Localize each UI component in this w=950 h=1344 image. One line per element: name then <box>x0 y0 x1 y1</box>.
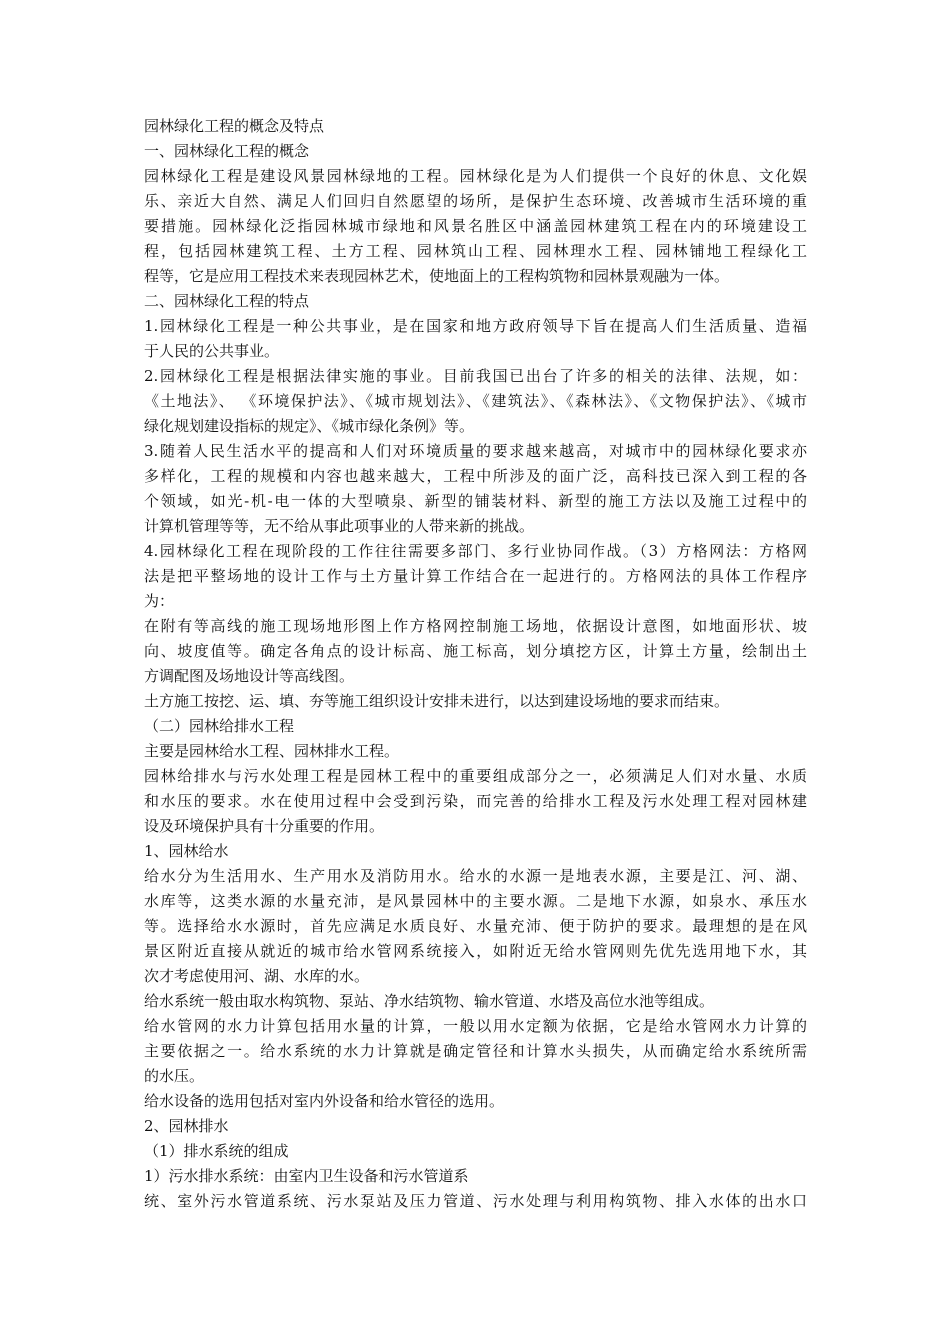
text-line: 为： <box>144 592 175 610</box>
text-line: 程等，它是应用工程技术来表现园林艺术，使地面上的工程构筑物和园林景观融为一体。 <box>144 267 730 285</box>
text-line: 土方施工按挖、运、填、夯等施工组织设计安排未进行，以达到建设场地的要求而结束。 <box>144 692 730 710</box>
text-line: 和水压的要求。水在使用过程中会受到污染，而完善的给排水工程及污水处理工程对园林建 <box>144 792 807 810</box>
text-line: 园林给排水与污水处理工程是园林工程中的重要组成部分之一，必须满足人们对水量、水质 <box>144 767 807 785</box>
text-line: 多样化，工程的规模和内容也越来越大，工程中所涉及的面广泛，高科技已深入到工程的各 <box>144 467 807 485</box>
text-line: 二、园林绿化工程的特点 <box>144 292 310 310</box>
text-line: 设及环境保护具有十分重要的作用。 <box>144 817 385 835</box>
text-line: 景区附近直接从就近的城市给水管网系统接入，如附近无给水管网则先优先选用地下水，其 <box>144 942 807 960</box>
text-line: 主要是园林给水工程、园林排水工程。 <box>144 742 400 760</box>
text-line: 于人民的公共事业。 <box>144 342 280 360</box>
text-line: 要措施。园林绿化泛指园林城市绿地和风景名胜区中涵盖园林建筑工程在内的环境建设工 <box>144 217 807 235</box>
text-line: （二）园林给排水工程 <box>144 717 295 735</box>
text-line: 水库等，这类水源的水量充沛，是风景园林中的主要水源。二是地下水源，如泉水、承压水 <box>144 892 807 910</box>
text-line: （1）排水系统的组成 <box>144 1142 289 1160</box>
text-line: 1）污水排水系统：由室内卫生设备和污水管道系 <box>144 1167 469 1185</box>
text-line: 次才考虑使用河、湖、水库的水。 <box>144 967 370 985</box>
text-line: 给水系统一般由取水构筑物、泵站、净水结筑物、输水管道、水塔及高位水池等组成。 <box>144 992 715 1010</box>
text-line: 给水分为生活用水、生产用水及消防用水。给水的水源一是地表水源，主要是江、河、湖、 <box>144 867 807 885</box>
text-line: 统、室外污水管道系统、污水泵站及压力管道、污水处理与利用构筑物、排入水体的出水口 <box>144 1192 807 1210</box>
text-line: 方调配图及场地设计等高线图。 <box>144 667 355 685</box>
text-line: 主要依据之一。给水系统的水力计算就是确定管径和计算水头损失，从而确定给水系统所需 <box>144 1042 807 1060</box>
text-line: 园林绿化工程的概念及特点 <box>144 117 325 135</box>
text-line: 《土地法》、 《环境保护法》、《城市规划法》、《建筑法》、《森林法》、《文物保护法》、《城市 <box>144 392 807 410</box>
text-line: 程，包括园林建筑工程、土方工程、园林筑山工程、园林理水工程、园林铺地工程绿化工 <box>144 242 807 260</box>
text-line: 给水设备的选用包括对室内外设备和给水管径的选用。 <box>144 1092 505 1110</box>
text-line: 绿化规划建设指标的规定》、《城市绿化条例》等。 <box>144 417 475 435</box>
text-line: 3.随着人民生活水平的提高和人们对环境质量的要求越来越高，对城市中的园林绿化要求亦 <box>144 442 807 460</box>
text-line: 4.园林绿化工程在现阶段的工作往往需要多部门、多行业协同作战。（3）方格网法：方格网 <box>144 542 807 560</box>
text-line: 等。选择给水水源时，首先应满足水质良好、水量充沛、便于防护的要求。最理想的是在风 <box>144 917 807 935</box>
text-line: 的水压。 <box>144 1067 205 1085</box>
text-line: 2.园林绿化工程是根据法律实施的事业。目前我国已出台了许多的相关的法律、法规，如： <box>144 367 807 385</box>
text-line: 向、坡度值等。确定各角点的设计标高、施工标高，划分填挖方区，计算土方量，绘制出土 <box>144 642 807 660</box>
text-line: 个领域，如光-机-电一体的大型喷泉、新型的铺装材料、新型的施工方法以及施工过程中的 <box>144 492 807 510</box>
text-line: 一、园林绿化工程的概念 <box>144 142 310 160</box>
text-line: 乐、亲近大自然、满足人们回归自然愿望的场所，是保护生态环境、改善城市生活环境的重 <box>144 192 807 210</box>
text-line: 1.园林绿化工程是一种公共事业，是在国家和地方政府领导下旨在提高人们生活质量、造福 <box>144 317 807 335</box>
text-line: 2、园林排水 <box>144 1117 229 1135</box>
text-line: 在附有等高线的施工现场地形图上作方格网控制施工场地，依据设计意图，如地面形状、坡 <box>144 617 807 635</box>
text-line: 法是把平整场地的设计工作与土方量计算工作结合在一起进行的。方格网法的具体工作程序 <box>144 567 807 585</box>
text-line: 给水管网的水力计算包括用水量的计算，一般以用水定额为依据，它是给水管网水力计算的 <box>144 1017 807 1035</box>
text-line: 计算机管理等等，无不给从事此项事业的人带来新的挑战。 <box>144 517 535 535</box>
text-line: 1、园林给水 <box>144 842 229 860</box>
document-body <box>144 114 807 1214</box>
text-line: 园林绿化工程是建设风景园林绿地的工程。园林绿化是为人们提供一个良好的休息、文化娱 <box>144 167 807 185</box>
